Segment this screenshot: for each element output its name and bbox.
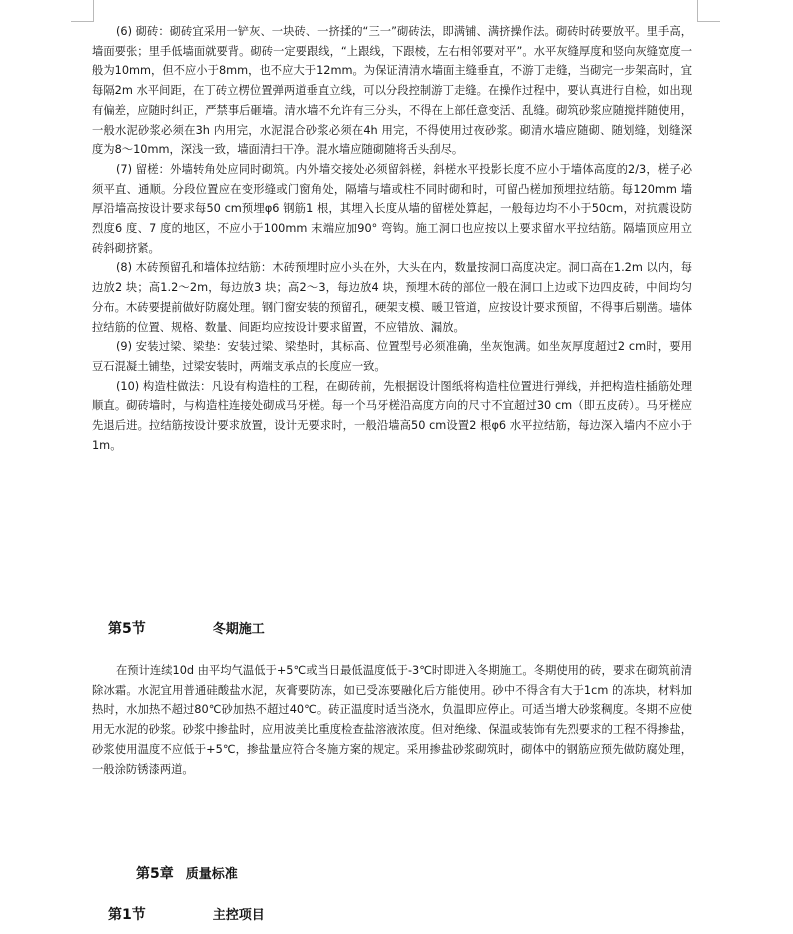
paragraph-9-lintel: (9) 安装过梁、梁垫：安装过梁、梁垫时，其标高、位置型号必须准确，坐灰饱满。如坐灰厚度超过2 cm时，要用豆石混凝土铺垫，过梁安装时，两端支承点的长度应一致。 — [92, 340, 692, 373]
document-body — [92, 0, 692, 455]
section-1-title: 主控项目 — [212, 908, 265, 923]
winter-construction-paragraph: 在预计连续10d 由平均气温低于+5℃或当日最低温度低于-3℃时即进入冬期施工。冬期使用的砖，要求在砌筑前清除冰霜。水泥宜用普通硅酸盐水泥，灰膏要防冻，如已受冻要融化后方能使用。砂中不得含有大于1cm 的冻块，材料加热时，水加热不超过80℃砂加热不超过40℃。砖正温度时适当浇水，负温即应停止。可适当增大砂浆稠度。冬期不应使用无水泥的砂浆。砂浆中掺盐时，应用波美比重度检查盐溶液浓度。但对绝缘、保温或装饰有先烈要求的工程不得掺盐，砂浆使用温度不应低于+5℃，掺盐量应符合冬施方案的规定。采用掺盐砂浆砌筑时，砌体中的钢筋应预先做防腐处理，一般涂防锈漆两道。 — [92, 664, 692, 776]
paragraph-8-wood-brick: (8) 木砖预留孔和墙体拉结筋：木砖预埋时应小头在外，大头在内，数量按洞口高度决定。洞口高在1.2m 以内，每边放2 块；高1.2～2m，每边放3 块；高2～3，每边放4 块，预埋木砖的部位一般在洞口上边或下边四皮砖，中间均匀分布。木砖要提前做好防腐处理。钢门窗安装的预留孔，硬架支模、暖卫管道，应按设计要求预留，不得事后剔凿。墙体拉结筋的位置、规格、数量、间距均应按设计要求留置，不应错放、漏放。 — [92, 261, 692, 334]
paragraph-6-masonry: (6) 砌砖：砌砖宜采用一铲灰、一块砖、一挤揉的“三一”砌砖法，即满铺、满挤操作法。砌砖时砖要放平。里手高，墙面要张；里手低墙面就要背。砌砖一定要跟线，“上跟线，下跟棱，左右相邻要对平”。水平灰缝厚度和竖向灰缝宽度一般为10mm，但不应小于8mm，也不应大于12mm。为保证清清水墙面主缝垂直，不游丁走缝，当砌完一步架高时，宜每隔2m 水平间距，在丁砖立楞位置弹两道垂直立线，可以分段控制游丁走缝。在操作过程中，要认真进行自检，如出现有偏差，应随时纠正，严禁事后砸墙。清水墙不允许有三分头，不得在上部任意变活、乱缝。砌筑砂浆应随搅拌随使用，一般水泥砂浆必须在3h 内用完，水泥混合砂浆必须在4h 用完，不得使用过夜砂浆。砌清水墙应随砌、随划缝，划缝深度为8～10mm，深浅一致，墙面清扫干净。混水墙应随砌随将舌头刮尽。 — [92, 25, 692, 157]
top-right-margin-mark-vertical — [697, 0, 698, 22]
section-5-number: 第5节 — [108, 621, 146, 637]
section-1-number: 第1节 — [108, 907, 146, 923]
section-5-heading — [108, 618, 265, 638]
chapter-5-number: 第5章 — [136, 866, 174, 882]
paragraph-10-constructional-column: (10) 构造柱做法：凡设有构造柱的工程，在砌砖前，先根据设计图纸将构造柱位置进行弹线，并把构造柱插筋处理顺直。砌砖墙时，与构造柱连接处砌成马牙槎。每一个马牙槎沿高度方向的尺寸不宜超过30 cm（即五皮砖）。马牙槎应先退后进。拉结筋按设计要求放置，设计无要求时，一般沿墙高50 cm设置2 根φ6 水平拉结筋，每边深入墙内不应小于1m。 — [92, 379, 692, 452]
paragraph-7-stubble: (7) 留槎：外墙转角处应同时砌筑。内外墙交接处必须留斜槎，斜槎水平投影长度不应小于墙体高度的2/3，槎子必须平直、通顺。分段位置应在变形缝或门窗角处，隔墙与墙或柱不同时砌和时，可留凸槎加预埋拉结筋。每120mm 墙厚沿墙高按设计要求每50 cm预埋φ6 钢筋1 根，其埋入长度从墙的留槎处算起，一般每边均不小于50cm，对抗震设防烈度6 度、7 度的地区，不应小于100mm 末端应加90° 弯钩。施工洞口也应按以上要求留水平拉结筋。隔墙顶应用立砖斜砌挤紧。 — [92, 162, 692, 255]
chapter-5-heading — [136, 863, 238, 883]
chapter-5-title: 质量标准 — [185, 867, 238, 882]
top-left-margin-mark-horizontal — [71, 21, 93, 22]
top-right-margin-mark-horizontal — [698, 21, 720, 22]
section-5-title: 冬期施工 — [212, 622, 265, 637]
winter-construction-block — [92, 661, 692, 779]
section-1-heading — [108, 904, 265, 924]
